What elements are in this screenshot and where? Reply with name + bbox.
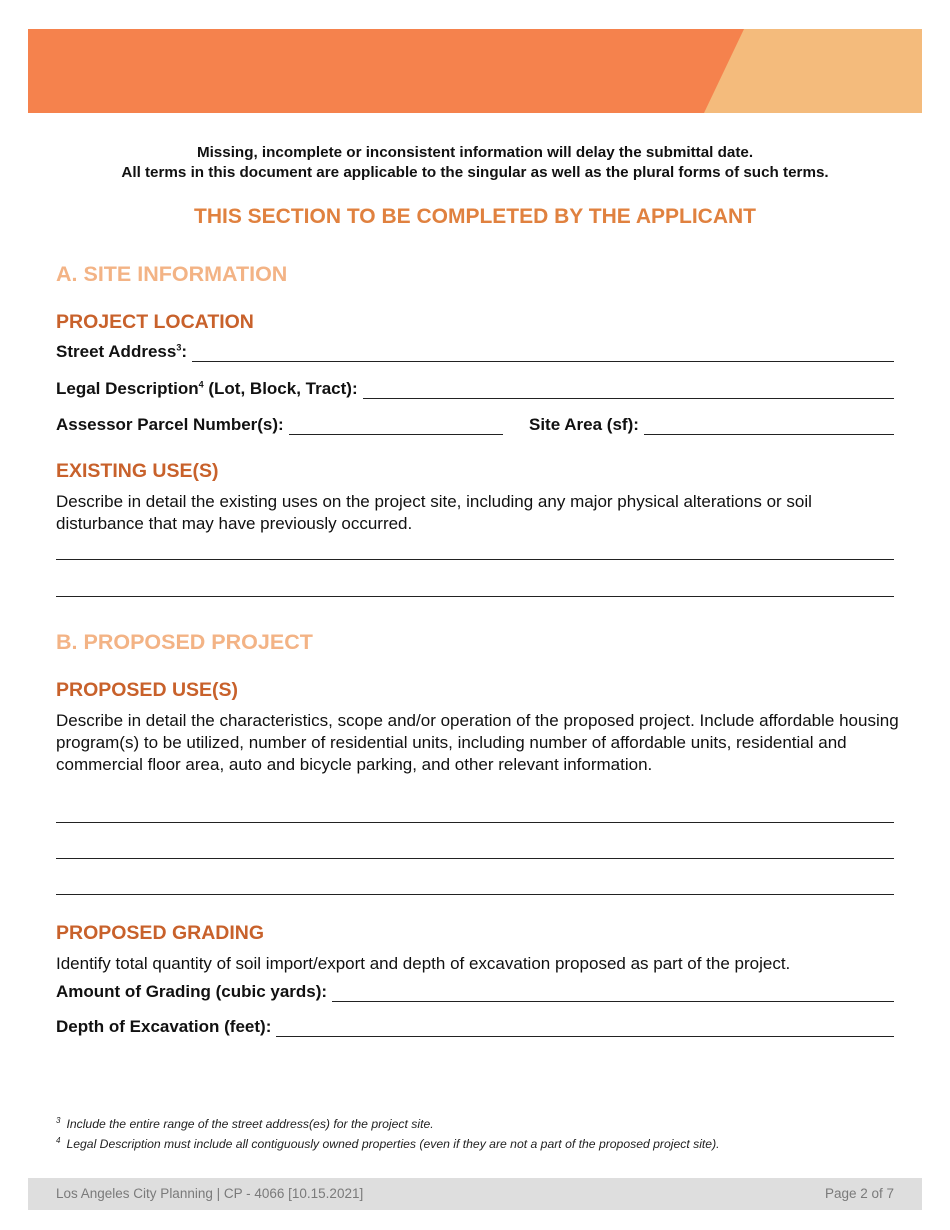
proposed-use-heading: PROPOSED USE(S) (56, 679, 239, 701)
notice (28, 143, 922, 183)
header-banner (28, 29, 922, 113)
street-address-label: Street Address$^3$: (56, 342, 187, 361)
proposed-use-description: Describe in detail the characteristics, scope and/or operation of the proposed project. Include affordable housing program(s) to be utilized, number of residential units, including number of affordable units, residential and commercial floor area, auto and bicycle parking, and other relevant information. (56, 711, 899, 774)
grading-amount-field (56, 982, 894, 1002)
excavation-depth-field (56, 1017, 894, 1037)
site-area-field (529, 415, 894, 435)
proposed-grading-heading: PROPOSED GRADING (56, 922, 265, 944)
existing-use-heading: EXISTING USE(S) (56, 460, 219, 482)
street-address-field (56, 342, 894, 362)
proposed-use-line-3[interactable] (56, 894, 894, 895)
section-a-title: A. SITE INFORMATION (56, 262, 288, 286)
site-area-input[interactable] (644, 418, 894, 435)
applicant-section-banner: THIS SECTION TO BE COMPLETED BY THE APPLICANT (194, 205, 756, 228)
existing-use-line-1[interactable] (56, 559, 894, 560)
project-location-heading: PROJECT LOCATION (56, 311, 254, 333)
notice-line-1: Missing, incomplete or inconsistent information will delay the submittal date. (196, 144, 754, 161)
page-footer (28, 1178, 922, 1210)
section-b-title: B. PROPOSED PROJECT (56, 630, 313, 654)
existing-use-description: Describe in detail the existing uses on the project site, including any major physical alterations or soil disturbance that may have previously occurred. (56, 492, 812, 533)
site-area-label: Site Area (sf): (529, 415, 639, 434)
legal-description-input[interactable] (363, 382, 894, 399)
excavation-depth-label: Depth of Excavation (feet): (56, 1017, 272, 1036)
notice-line-2: All terms in this document are applicable to the singular as well as the plural forms of such terms. (121, 164, 829, 181)
page-number: Page 2 of 7 (824, 1186, 894, 1201)
proposed-grading-description: Identify total quantity of soil import/export and depth of excavation proposed as part of the project. (56, 954, 791, 973)
footnotes (56, 1116, 720, 1156)
excavation-depth-input[interactable] (276, 1020, 894, 1037)
apn-label: Assessor Parcel Number(s): (56, 415, 284, 434)
footnote-3: $^3$ Include the entire range of the street address(es) for the project site. (56, 1116, 434, 1132)
legal-description-label: Legal Description$^4$ (Lot, Block, Tract): (56, 379, 358, 398)
footnote-4: $^4$ Legal Description must include all contiguously owned properties (even if they are not a part of the proposed project site). (56, 1136, 720, 1152)
legal-description-field (56, 379, 894, 399)
proposed-use-line-1[interactable] (56, 822, 894, 823)
apn-input[interactable] (289, 418, 503, 435)
apn-field (56, 415, 503, 435)
grading-amount-input[interactable] (332, 985, 894, 1002)
street-address-input[interactable] (192, 345, 894, 362)
proposed-use-line-2[interactable] (56, 858, 894, 859)
grading-amount-label: Amount of Grading (cubic yards): (56, 982, 328, 1001)
footer-form-id: Los Angeles City Planning | CP - 4066 [10.15.2021] (56, 1186, 364, 1201)
existing-use-line-2[interactable] (56, 596, 894, 597)
